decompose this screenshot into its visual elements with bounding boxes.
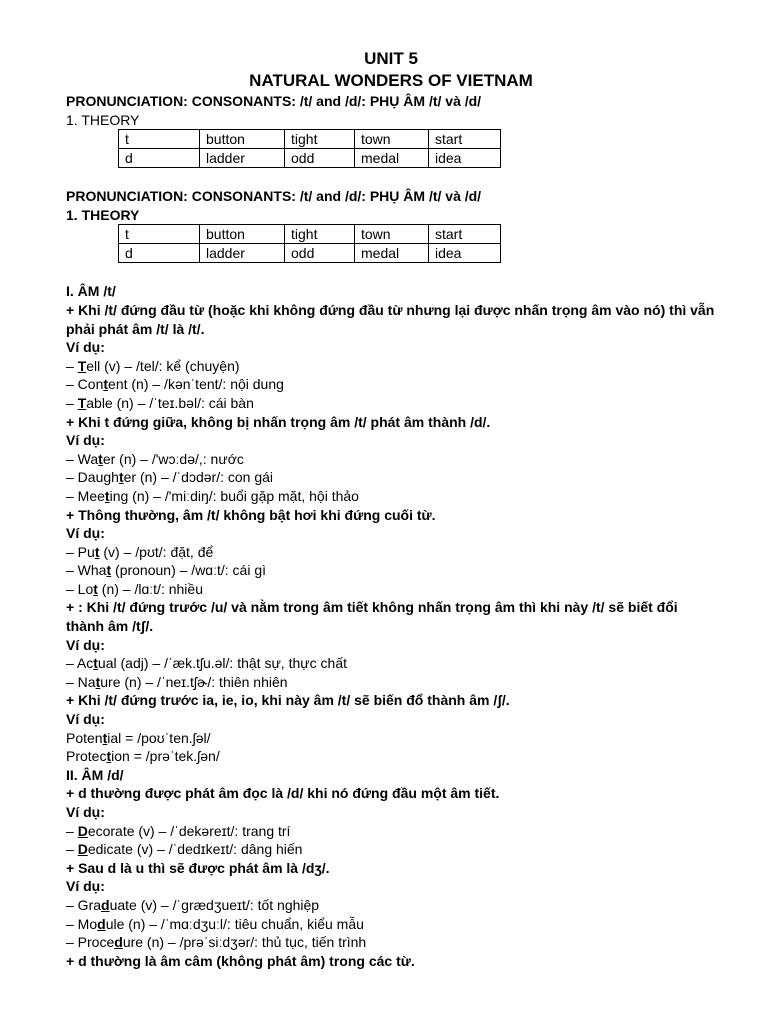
- table-cell: odd: [285, 149, 355, 168]
- example-item: – Content (n) – /kənˈtent/: nội dung: [66, 376, 284, 393]
- rule-text: + Khi /t/ đứng trước ia, ie, io, khi này âm /t/ sẽ biến đổ thành âm /ʃ/.: [66, 692, 510, 709]
- example-label: Ví dụ:: [66, 432, 105, 449]
- table-cell: t: [119, 225, 200, 244]
- example-item: – Lot (n) – /lɑːt/: nhiều: [66, 580, 203, 597]
- table-cell: d: [119, 244, 200, 263]
- example-label: Ví dụ:: [66, 525, 105, 542]
- table-cell: medal: [355, 244, 429, 263]
- table-cell: idea: [429, 244, 501, 263]
- example-label: Ví dụ:: [66, 339, 105, 356]
- table-cell: start: [429, 130, 501, 149]
- table-cell: tight: [285, 130, 355, 149]
- table-cell: tight: [285, 225, 355, 244]
- table-cell: ladder: [200, 244, 285, 263]
- rule-text: + Sau d là u thì sẽ được phát âm là /dʒ/.: [66, 859, 330, 876]
- theory-subheading: 1. THEORY: [66, 111, 140, 128]
- table-cell: t: [119, 130, 200, 149]
- example-item: – Put (v) – /pʊt/: đặt, để: [66, 543, 214, 560]
- table-cell: button: [200, 130, 285, 149]
- example-item: – Module (n) – /ˈmɑːdʒuːl/: tiêu chuẩn, kiểu mẫu: [66, 915, 364, 932]
- spacer: [66, 263, 716, 282]
- consonant-table: [118, 129, 501, 168]
- rule-text: + Khi t đứng giữa, không bị nhấn trọng âm /t/ phát âm thành /d/.: [66, 413, 491, 430]
- example-item: Potential = /poʊˈten.ʃəl/: [66, 729, 211, 746]
- example-label: Ví dụ:: [66, 711, 105, 728]
- table-cell: town: [355, 130, 429, 149]
- example-item: Protection = /prəˈtek.ʃən/: [66, 748, 220, 765]
- example-item: – Meeting (n) – /'miːdiŋ/: buổi gặp mặt, hội thảo: [66, 487, 359, 504]
- table-row: [119, 149, 501, 168]
- example-item: – What (pronoun) – /wɑːt/: cái gì: [66, 562, 266, 579]
- section-title-d: II. ÂM /d/: [66, 766, 124, 783]
- table-cell: town: [355, 225, 429, 244]
- example-label: Ví dụ:: [66, 878, 105, 895]
- pronunciation-heading: PRONUNCIATION: CONSONANTS: /t/ and /d/: PHỤ ÂM /t/ và /d/: [66, 93, 482, 109]
- table-cell: idea: [429, 149, 501, 168]
- table-cell: d: [119, 149, 200, 168]
- unit-title: UNIT 5: [364, 49, 418, 68]
- example-item: – Water (n) – /'wɔːdə/,: nước: [66, 450, 244, 467]
- example-item: – Nature (n) – /ˈneɪ.tʃɚ/: thiên nhiên: [66, 673, 288, 690]
- rule-text: + : Khi /t/ đứng trước /u/ và nằm trong âm tiết không nhấn trọng âm thì khi này /t/ sẽ biết đổi thành âm /tʃ/.: [66, 599, 678, 635]
- table-cell: ladder: [200, 149, 285, 168]
- table-cell: odd: [285, 244, 355, 263]
- example-item: – Decorate (v) – /ˈdekəreɪt/: trang trí: [66, 822, 291, 839]
- rule-text: + Khi /t/ đứng đầu từ (hoặc khi không đứng đầu từ nhưng lại được nhấn trọng âm vào nó) thì vẫn phải phát âm /t/ là /t/.: [66, 301, 715, 337]
- table-cell: button: [200, 225, 285, 244]
- table-row: [119, 225, 501, 244]
- pronunciation-heading: PRONUNCIATION: CONSONANTS: /t/ and /d/: PHỤ ÂM /t/ và /d/: [66, 188, 482, 205]
- rule-text: + d thường là âm câm (không phát âm) trong các từ.: [66, 952, 415, 969]
- example-item: – Dedicate (v) – /ˈdedɪkeɪt/: dâng hiến: [66, 841, 303, 858]
- document-page: [66, 48, 716, 970]
- example-label: Ví dụ:: [66, 804, 105, 820]
- table-cell: start: [429, 225, 501, 244]
- rule-text: + Thông thường, âm /t/ không bật hơi khi đứng cuối từ.: [66, 506, 436, 523]
- section-title-t: I. ÂM /t/: [66, 283, 116, 300]
- example-item: – Tell (v) – /tel/: kể (chuyện): [66, 357, 240, 374]
- page-title: NATURAL WONDERS OF VIETNAM: [249, 71, 533, 90]
- example-item: – Daughter (n) – /ˈdɔdər/: con gái: [66, 469, 274, 486]
- table-row: [119, 130, 501, 149]
- example-item: – Procedure (n) – /prəˈsiːdʒər/: thủ tục, tiến trình: [66, 934, 367, 951]
- consonant-table: [118, 224, 501, 263]
- example-item: – Graduate (v) – /ˈɡrædʒueɪt/: tốt nghiệp: [66, 896, 320, 913]
- rule-text: + d thường được phát âm đọc là /d/ khi nó đứng đầu một âm tiết.: [66, 785, 500, 802]
- example-label: Ví dụ:: [66, 636, 105, 653]
- table-cell: medal: [355, 149, 429, 168]
- theory-subheading: 1. THEORY: [66, 206, 140, 223]
- spacer: [66, 168, 716, 187]
- example-item: – Actual (adj) – /ˈæk.tʃu.əl/: thật sự, thực chất: [66, 655, 347, 672]
- example-item: – Table (n) – /ˈteɪ.bəl/: cái bàn: [66, 394, 254, 411]
- table-row: [119, 244, 501, 263]
